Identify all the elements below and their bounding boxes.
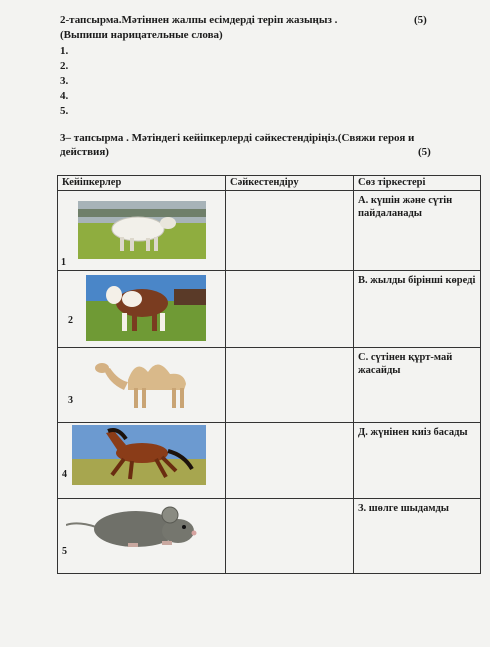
row-number-1: 1 bbox=[61, 257, 66, 268]
cow-icon bbox=[86, 275, 206, 341]
phrase-text-4: Д. жүнінен киіз басады bbox=[358, 427, 468, 438]
task3-title-line1: 3– тапсырма . Мәтіндегі кейіпкерлерді сәйкестендіріңіз.(Свяжи героя и bbox=[60, 132, 415, 144]
answer-line-5: 5. bbox=[60, 105, 69, 117]
answer-line-4: 4. bbox=[60, 90, 69, 102]
phrase-cell-3 bbox=[354, 348, 481, 423]
character-cell-5 bbox=[58, 499, 226, 574]
phrase-text-3: С. сүтінен құрт-май жасайды bbox=[358, 352, 453, 376]
table-row bbox=[58, 271, 481, 348]
match-cell-5[interactable] bbox=[226, 499, 354, 574]
character-cell-4 bbox=[58, 423, 226, 499]
row-number-5: 5 bbox=[62, 546, 67, 557]
task2-title: 2-тапсырма.Мәтіннен жалпы есімдерді теріп жазыңыз . bbox=[60, 14, 338, 26]
table-row bbox=[58, 423, 481, 499]
phrase-cell-2 bbox=[354, 271, 481, 348]
match-cell-3[interactable] bbox=[226, 348, 354, 423]
header-matching: Сәйкестендіру bbox=[226, 176, 354, 191]
task3-points: (5) bbox=[418, 146, 431, 158]
table-row bbox=[58, 499, 481, 574]
phrase-text-5: З. шөлге шыдамды bbox=[358, 503, 449, 514]
character-cell-3 bbox=[58, 348, 226, 423]
sheep-icon bbox=[78, 201, 206, 259]
row-number-3: 3 bbox=[68, 395, 73, 406]
match-cell-4[interactable] bbox=[226, 423, 354, 499]
task3-title-line2: действия) bbox=[60, 146, 109, 158]
character-cell-1 bbox=[58, 191, 226, 271]
answer-line-1: 1. bbox=[60, 45, 69, 57]
match-cell-1[interactable] bbox=[226, 191, 354, 271]
table-row bbox=[58, 348, 481, 423]
task2-points: (5) bbox=[414, 14, 427, 26]
mouse-icon bbox=[66, 501, 216, 557]
table-header-row bbox=[58, 176, 481, 191]
header-phrases: Сөз тіркестері bbox=[354, 176, 481, 191]
camel-icon bbox=[88, 350, 212, 412]
table-row bbox=[58, 191, 481, 271]
header-characters: Кейіпкерлер bbox=[58, 176, 226, 191]
answer-line-3: 3. bbox=[60, 75, 69, 87]
task2-subtitle: (Выпиши нарицательные слова) bbox=[60, 29, 223, 41]
phrase-text-2: В. жылды бірінші көреді bbox=[358, 275, 476, 286]
match-cell-2[interactable] bbox=[226, 271, 354, 348]
phrase-cell-5 bbox=[354, 499, 481, 574]
horse-icon bbox=[72, 425, 206, 485]
matching-table bbox=[57, 175, 481, 574]
answer-line-2: 2. bbox=[60, 60, 69, 72]
phrase-cell-1 bbox=[354, 191, 481, 271]
phrase-text-1: А. күшін және сүтін пайдаланады bbox=[358, 195, 453, 219]
row-number-2: 2 bbox=[68, 315, 73, 326]
character-cell-2 bbox=[58, 271, 226, 348]
row-number-4: 4 bbox=[62, 469, 67, 480]
phrase-cell-4 bbox=[354, 423, 481, 499]
